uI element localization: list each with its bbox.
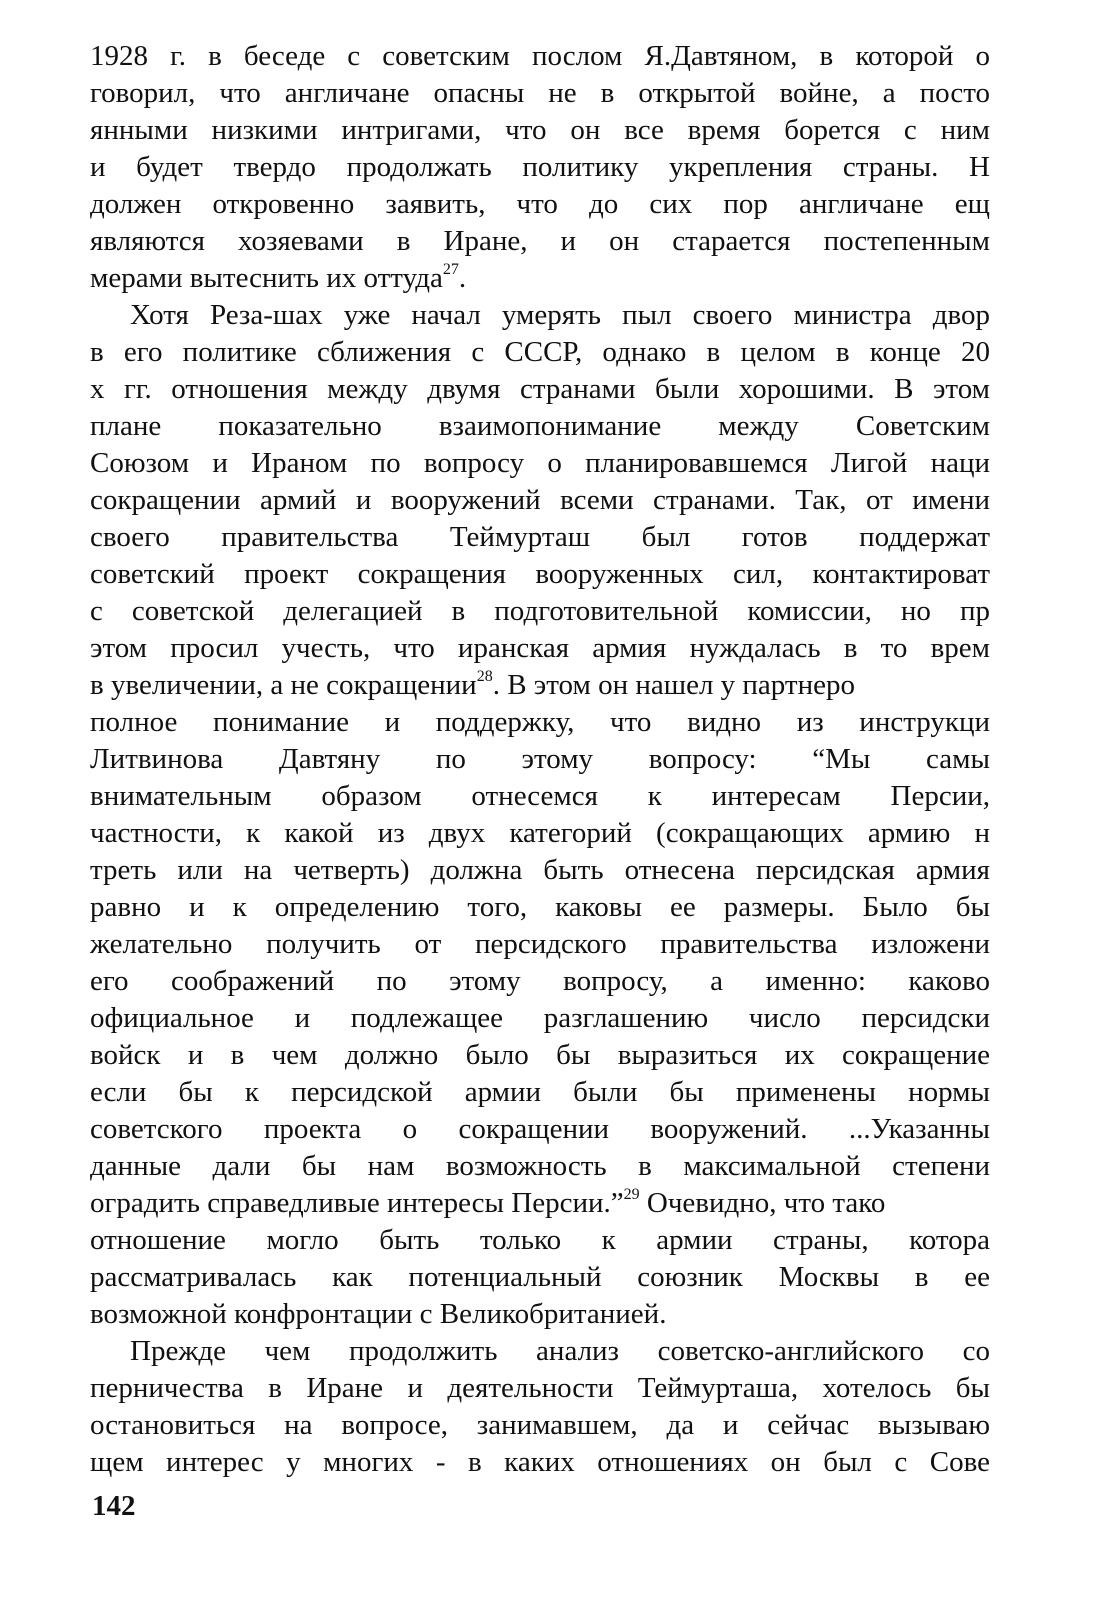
text-line: Литвинова Давтяну по этому вопросу: “Мы самы bbox=[90, 743, 990, 775]
page-number: 142 bbox=[92, 1490, 136, 1522]
body-text bbox=[90, 38, 990, 1478]
text-line: янными низкими интригами, что он все время борется с ним bbox=[90, 114, 990, 146]
text-line: в его политике сближения с СССР, однако в целом в конце 20 bbox=[90, 336, 990, 368]
text-line: советского проекта о сокращении вооружений. ...Указанны bbox=[90, 1113, 990, 1145]
text-line-content: мерами вытеснить их оттуда bbox=[90, 262, 443, 294]
text-line bbox=[90, 667, 990, 704]
text-line: говорил, что англичане опасны не в открытой войне, а посто bbox=[90, 77, 990, 109]
text-line: треть или на четверть) должна быть отнесена персидская армия bbox=[90, 854, 990, 886]
footnote-ref: 28 bbox=[476, 668, 493, 686]
text-line: своего правительства Теймурташ был готов поддержат bbox=[90, 521, 990, 553]
text-line: официальное и подлежащее разглашению число персидски bbox=[90, 1002, 990, 1034]
text-line bbox=[90, 260, 466, 297]
paragraph-first-line: Прежде чем продолжить анализ советско-английского со bbox=[130, 1335, 990, 1367]
text-line: войск и в чем должно было бы выразиться их сокращение bbox=[90, 1039, 990, 1071]
text-line: плане показательно взаимопонимание между Советским bbox=[90, 410, 990, 442]
text-line: сокращении армий и вооружений всеми странами. Так, от имени bbox=[90, 484, 990, 516]
text-line: Союзом и Ираном по вопросу о планировавшемся Лигой наци bbox=[90, 447, 990, 479]
text-line: остановиться на вопросе, занимавшем, да и сейчас вызываю bbox=[90, 1409, 990, 1441]
text-line: если бы к персидской армии были бы применены нормы bbox=[90, 1076, 990, 1108]
text-line-tail: . bbox=[458, 262, 467, 294]
text-line: полное понимание и поддержку, что видно из инструкци bbox=[90, 706, 990, 738]
text-line: с советской делегацией в подготовительной комиссии, но пр bbox=[90, 595, 990, 627]
text-line: частности, к какой из двух категорий (сокращающих армию н bbox=[90, 817, 990, 849]
text-line: его соображений по этому вопросу, а именно: каково bbox=[90, 965, 990, 997]
text-line: 1928 г. в беседе с советским послом Я.Давтяном, в которой о bbox=[90, 40, 990, 72]
text-line: отношение могло быть только к армии страны, котора bbox=[90, 1224, 990, 1256]
text-line: этом просил учесть, что иранская армия нуждалась в то врем bbox=[90, 632, 990, 664]
text-line: внимательным образом отнесемся к интересам Персии, bbox=[90, 780, 990, 812]
paragraph-first-line: Хотя Реза-шах уже начал умерять пыл своего министра двор bbox=[130, 299, 990, 331]
footnote-ref: 27 bbox=[442, 261, 459, 279]
text-line: должен откровенно заявить, что до сих пор англичане ещ bbox=[90, 188, 990, 220]
text-line: перничества в Иране и деятельности Теймурташа, хотелось бы bbox=[90, 1372, 990, 1404]
text-line: желательно получить от персидского правительства изложени bbox=[90, 928, 990, 960]
text-line: рассматривалась как потенциальный союзник Москвы в ее bbox=[90, 1261, 990, 1293]
text-line: возможной конфронтации с Великобританией. bbox=[90, 1298, 667, 1330]
text-line: данные дали бы нам возможность в максимальной степени bbox=[90, 1150, 990, 1182]
text-line: советский проект сокращения вооруженных сил, контактироват bbox=[90, 558, 990, 590]
text-line-content: оградить справедливые интересы Персии.” bbox=[90, 1187, 624, 1219]
text-line: щем интерес у многих - в каких отношениях он был с Сове bbox=[90, 1446, 990, 1478]
text-line: х гг. отношения между двумя странами были хорошими. В этом bbox=[90, 373, 990, 405]
text-line: являются хозяевами в Иране, и он старается постепенным bbox=[90, 225, 990, 257]
text-line: равно и к определению того, каковы ее размеры. Было бы bbox=[90, 891, 990, 923]
text-line-tail: . В этом он нашел у партнеро bbox=[492, 669, 855, 701]
text-line bbox=[90, 1185, 990, 1222]
text-line: и будет твердо продолжать политику укрепления страны. Н bbox=[90, 151, 990, 183]
text-line-content: в увеличении, а не сокращении bbox=[90, 669, 477, 701]
text-line-tail: Очевидно, что тако bbox=[639, 1187, 886, 1219]
footnote-ref: 29 bbox=[623, 1186, 640, 1204]
